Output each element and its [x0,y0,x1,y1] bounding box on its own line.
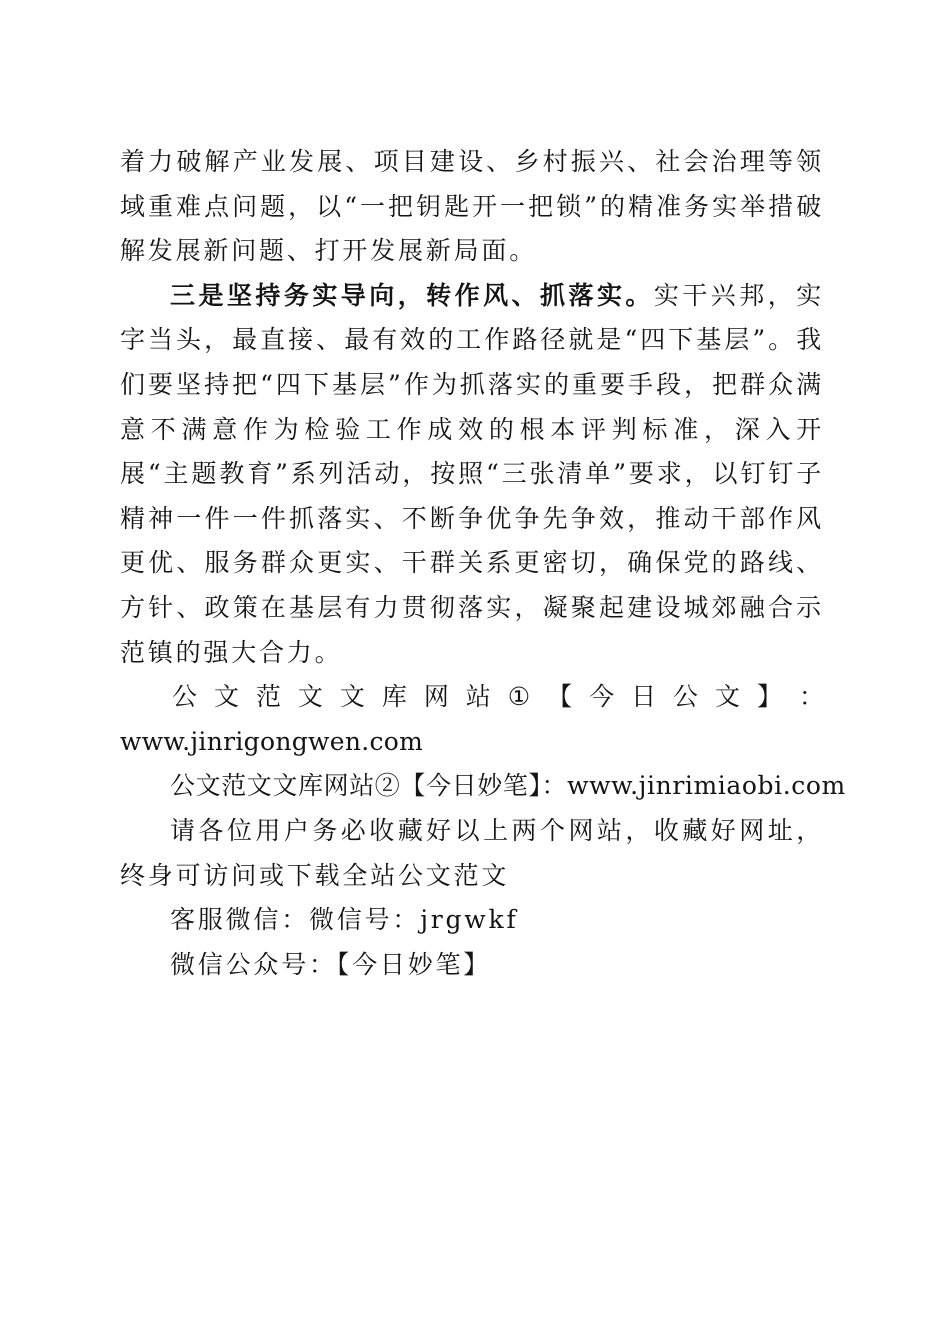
site1-char: 公 [673,682,699,712]
site2-line[interactable]: 公文范文文库网站②【今日妙笔】：www.jinrimiaobi.com [170,771,846,801]
paragraph-1: 着力破解产业发展、项目建设、乡村振兴、社会治理等领域重难点问题，以“一把钥匙开一把锁”的精准务实举措破解发展新问题、打开发展新局面。 [120,147,824,266]
site1-char: 【 [547,682,573,712]
site1-char: 公 [172,682,198,712]
site1-char: 文 [213,682,239,712]
site1-char: 库 [381,682,407,712]
paragraph-2 [120,274,824,675]
site1-url[interactable]: www.jinrigongwen.com [120,726,424,756]
public-account: 微信公众号：【今日妙笔】 [170,949,492,979]
site1-char: ： [798,682,824,712]
site1-char: 站 [465,682,491,712]
site1-char: 文 [339,682,365,712]
service-wechat: 客服微信：微信号：jrgwkf [170,905,519,935]
document-page [120,140,846,987]
site1-char: 文 [715,682,741,712]
site1-char: 范 [255,682,281,712]
paragraph-2-body: 实干兴邦，实字当头，最直接、最有效的工作路径就是“四下基层”。我们要坚持把“四下基层”作为抓落实的重要手段，把群众满意不满意作为检验工作成效的根本评判标准，深入开展“主题教育”系列活动，按照“三张清单”要求，以钉钉子精神一件一件抓落实、不断争优争先争效，推动干部作风更优、服务群众更实、干群关系更密切，确保党的路线、方针、政策在基层有力贯彻落实，凝聚起建设城郊融合示范镇的强大合力。 [120,280,824,667]
site1-char: 网 [423,682,449,712]
site1-char: 】 [756,682,782,712]
site1-char: 今 [589,682,615,712]
site1-char: 日 [631,682,657,712]
site1-char: ① [507,682,531,712]
site1-label-line [120,675,824,720]
site1-char: 文 [297,682,323,712]
notice-text: 请各位用户务必收藏好以上两个网站，收藏好网址，终身可访问或下载全站公文范文 [120,815,824,890]
paragraph-2-lead: 三是坚持务实导向，转作风、抓落实。 [170,280,654,310]
